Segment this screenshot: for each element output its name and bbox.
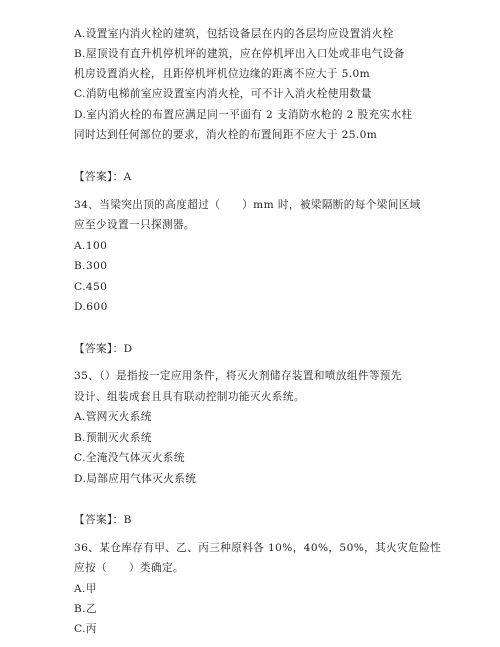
option-d-line: D.600	[74, 301, 108, 313]
option-d-line: D.局部应用气体灭火系统	[74, 473, 197, 485]
answer-line: 【答案】：D	[74, 343, 133, 355]
option-a-line: A.设置室内消火栓的建筑，包括设备层在内的各层均应设置消火栓	[74, 28, 394, 40]
option-c-line: C.丙	[74, 623, 97, 635]
option-b-line: B.预制灭火系统	[74, 432, 152, 444]
option-b-continued: 机房设置消火栓，且距停机坪机位边缘的距离不应大于 5.0m	[74, 68, 371, 80]
option-a-line: A.甲	[74, 583, 97, 595]
option-b-line: B.乙	[74, 603, 97, 615]
question-35-stem: 35、（）是指按一定应用条件，将灭火剂储存装置和喷放组件等预先	[74, 370, 402, 382]
option-a-line: A.管网灭火系统	[74, 411, 152, 423]
option-c-line: C.全淹没气体灭火系统	[74, 452, 185, 464]
answer-line: 【答案】：A	[74, 171, 132, 183]
option-c-line: C.450	[74, 281, 108, 293]
question-36-stem: 36、某仓库存有甲、乙、丙三种原料各 10%，40%，50%，其火灾危险性	[74, 542, 442, 554]
question-34-stem: 34、当梁突出顶的高度超过（ ）mm 时，被梁隔断的每个梁间区域	[74, 199, 421, 211]
answer-line: 【答案】：B	[74, 514, 132, 526]
option-d-continued: 同时达到任何部位的要求，消火栓的布置间距不应大于 25.0m	[74, 129, 378, 141]
option-c-line: C.消防电梯前室应设置室内消火栓，可不计入消火栓使用数量	[74, 88, 372, 100]
option-b-line: B.300	[74, 260, 108, 272]
option-b-line: B.屋顶设有直升机停机坪的建筑，应在停机坪出入口处或非电气设备	[74, 48, 405, 60]
question-35-stem-continued: 设计、组装成套且具有联动控制功能灭火系统。	[74, 391, 305, 403]
question-34-stem-continued: 应至少设置一只探测器。	[74, 219, 195, 231]
option-d-line: D.室内消火栓的布置应满足同一平面有 2 支消防水枪的 2 股充实水柱	[74, 109, 413, 121]
option-a-line: A.100	[74, 240, 108, 252]
question-36-stem-continued: 应按（ ）类确定。	[74, 562, 184, 574]
